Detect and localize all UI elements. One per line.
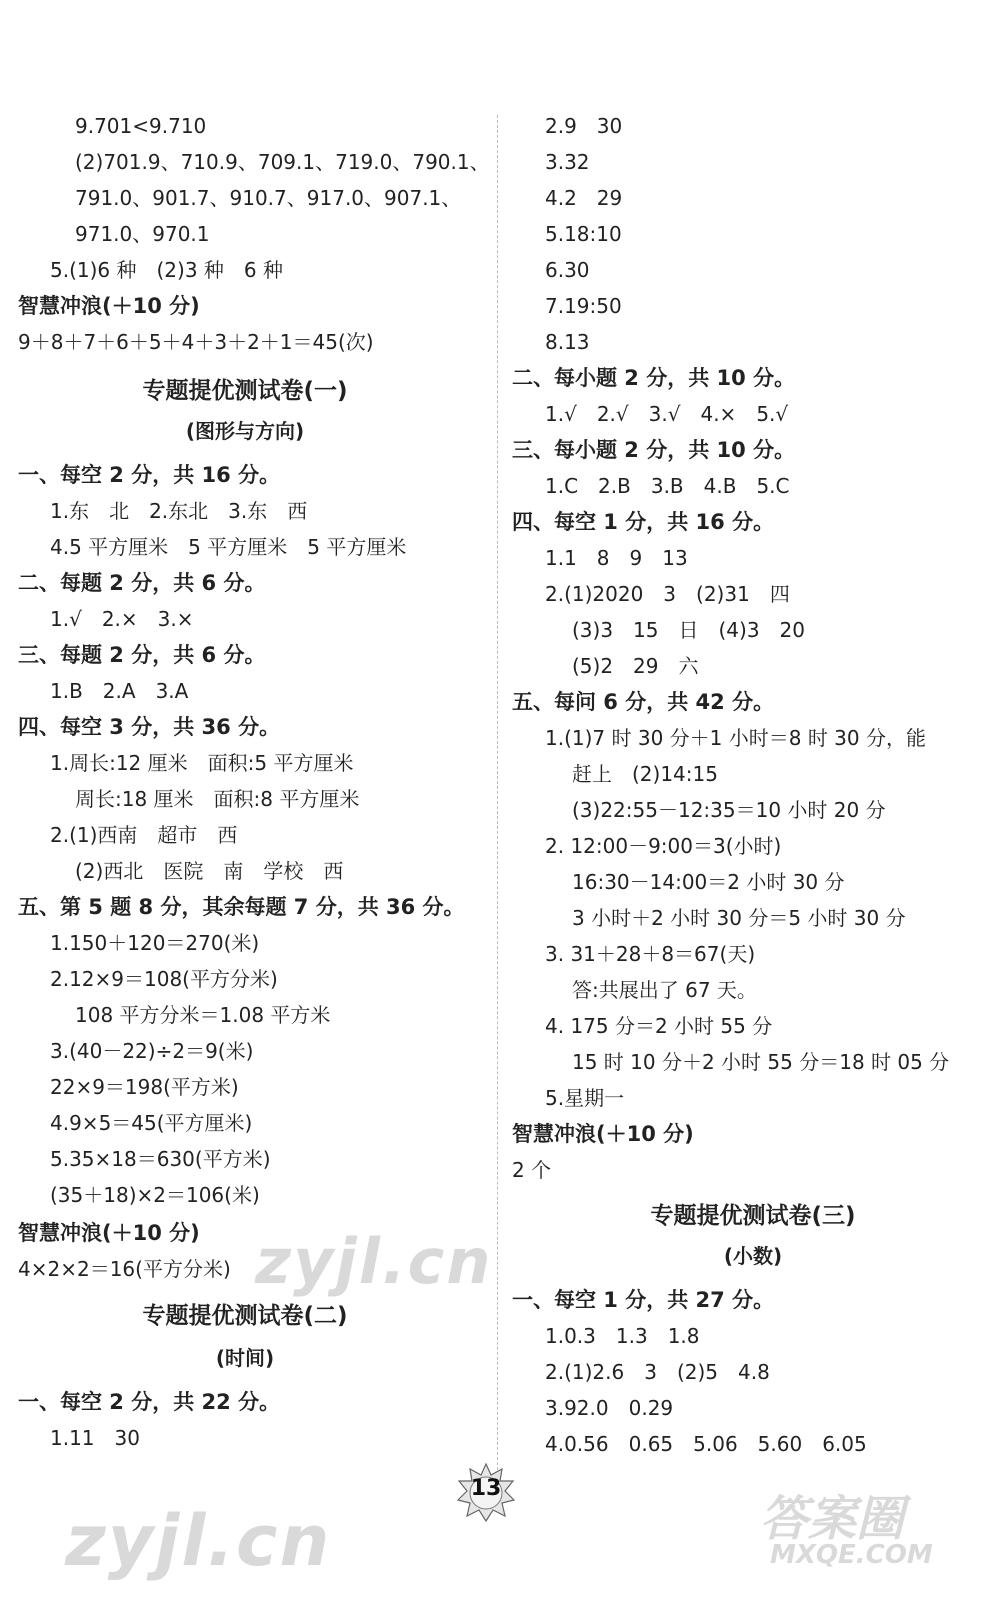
answer-line: 791.0、901.7、910.7、917.0、907.1、	[75, 186, 462, 210]
answer-line: 3.92.0 0.29	[545, 1396, 674, 1420]
answer-line: 周长:18 厘米 面积:8 平方厘米	[75, 787, 360, 811]
answer-line: 5.35×18＝630(平方米)	[50, 1147, 271, 1171]
test-title: 专题提优测试卷(三)	[650, 1203, 856, 1229]
page-number: 13	[470, 1476, 502, 1501]
answer-line: 2.(1)西南 超市 西	[50, 823, 238, 847]
answer-line: 2. 12:00－9:00＝3(小时)	[545, 834, 782, 858]
answer-line: 答:共展出了 67 天。	[572, 978, 757, 1002]
answer-line: 971.0、970.1	[75, 222, 210, 246]
answer-line: 1.0.3 1.3 1.8	[545, 1324, 700, 1348]
answer-line: 赶上 (2)14:15	[572, 762, 718, 786]
answer-line: 1.1 8 9 13	[545, 546, 688, 570]
section-heading: 五、每问 6 分，共 42 分。	[512, 690, 775, 714]
answer-line: 1.(1)7 时 30 分＋1 小时＝8 时 30 分，能	[545, 726, 926, 750]
watermark: 答案圈	[760, 1491, 905, 1547]
column-divider	[497, 115, 498, 1485]
answer-line: 1.√ 2.√ 3.√ 4.× 5.√	[545, 402, 789, 426]
answer-line: (5)2 29 六	[572, 654, 699, 678]
bonus-heading: 智慧冲浪(＋10 分)	[18, 294, 200, 318]
test-title: 专题提优测试卷(二)	[142, 1303, 348, 1329]
answer-line: 1.周长:12 厘米 面积:5 平方厘米	[50, 751, 354, 775]
answer-line: (35＋18)×2＝106(米)	[50, 1183, 260, 1207]
answer-line: 5.星期一	[545, 1086, 625, 1110]
bonus-heading: 智慧冲浪(＋10 分)	[512, 1122, 694, 1146]
section-heading: 二、每题 2 分，共 6 分。	[18, 571, 266, 595]
answer-line: 1.B 2.A 3.A	[50, 679, 189, 703]
section-heading: 三、每小题 2 分，共 10 分。	[512, 438, 796, 462]
test-subtitle: (小数)	[723, 1244, 783, 1268]
answer-line: 6.30	[545, 258, 590, 282]
answer-line: 3 小时＋2 小时 30 分＝5 小时 30 分	[572, 906, 906, 930]
section-heading: 一、每空 1 分，共 27 分。	[512, 1288, 775, 1312]
answer-line: 22×9＝198(平方米)	[50, 1075, 239, 1099]
test-title: 专题提优测试卷(一)	[142, 378, 348, 404]
answer-line: 16:30－14:00＝2 小时 30 分	[572, 870, 845, 894]
answer-line: 1.C 2.B 3.B 4.B 5.C	[545, 474, 790, 498]
answer-line: (3)3 15 日 (4)3 20	[572, 618, 806, 642]
answer-line: 1.√ 2.× 3.×	[50, 607, 194, 631]
section-heading: 五、第 5 题 8 分，其余每题 7 分，共 36 分。	[18, 895, 465, 919]
answer-line: (2)701.9、710.9、709.1、719.0、790.1、	[75, 150, 490, 174]
section-heading: 四、每空 1 分，共 16 分。	[512, 510, 775, 534]
answer-line: 8.13	[545, 330, 590, 354]
section-heading: 一、每空 2 分，共 16 分。	[18, 463, 281, 487]
bonus-heading: 智慧冲浪(＋10 分)	[18, 1221, 200, 1245]
answer-line: (2)西北 医院 南 学校 西	[75, 859, 344, 883]
answer-line: 4.0.56 0.65 5.06 5.60 6.05	[545, 1432, 867, 1456]
watermark: zyjl.cn	[255, 1225, 493, 1298]
section-heading: 二、每小题 2 分，共 10 分。	[512, 366, 796, 390]
watermark: zyjl.cn	[65, 1500, 332, 1582]
answer-line: 9.701<9.710	[75, 114, 207, 138]
section-heading: 三、每题 2 分，共 6 分。	[18, 643, 266, 667]
answer-line: 2.12×9＝108(平方分米)	[50, 967, 278, 991]
answer-line: 4×2×2＝16(平方分米)	[18, 1257, 231, 1281]
page-number-badge	[456, 1463, 516, 1523]
answer-line: 15 时 10 分＋2 小时 55 分＝18 时 05 分	[572, 1050, 950, 1074]
answer-line: 1.东 北 2.东北 3.东 西	[50, 499, 308, 523]
answer-line: 4.5 平方厘米 5 平方厘米 5 平方厘米	[50, 535, 407, 559]
answer-line: 7.19:50	[545, 294, 622, 318]
answer-line: 4.2 29	[545, 186, 623, 210]
test-subtitle: (时间)	[215, 1346, 275, 1370]
answer-line: 5.18:10	[545, 222, 622, 246]
answer-line: 4.9×5＝45(平方厘米)	[50, 1111, 253, 1135]
section-heading: 一、每空 2 分，共 22 分。	[18, 1390, 281, 1414]
answer-line: 3.32	[545, 150, 590, 174]
answer-line: 108 平方分米＝1.08 平方米	[75, 1003, 331, 1027]
test-subtitle: (图形与方向)	[185, 419, 305, 443]
answer-line: 2.9 30	[545, 114, 623, 138]
answer-line: 2 个	[512, 1158, 552, 1182]
answer-line: 3.(40－22)÷2＝9(米)	[50, 1039, 254, 1063]
answer-line: (3)22:55－12:35＝10 小时 20 分	[572, 798, 886, 822]
answer-line: 2.(1)2020 3 (2)31 四	[545, 582, 790, 606]
answer-line: 2.(1)2.6 3 (2)5 4.8	[545, 1360, 770, 1384]
answer-line: 9＋8＋7＋6＋5＋4＋3＋2＋1＝45(次)	[18, 330, 374, 354]
watermark: MXQE.COM	[770, 1540, 933, 1570]
section-heading: 四、每空 3 分，共 36 分。	[18, 715, 281, 739]
answer-line: 4. 175 分＝2 小时 55 分	[545, 1014, 773, 1038]
answer-line: 1.150＋120＝270(米)	[50, 931, 260, 955]
answer-line: 3. 31＋28＋8＝67(天)	[545, 942, 756, 966]
answer-line: 1.11 30	[50, 1426, 140, 1450]
answer-line: 5.(1)6 种 (2)3 种 6 种	[50, 258, 283, 282]
